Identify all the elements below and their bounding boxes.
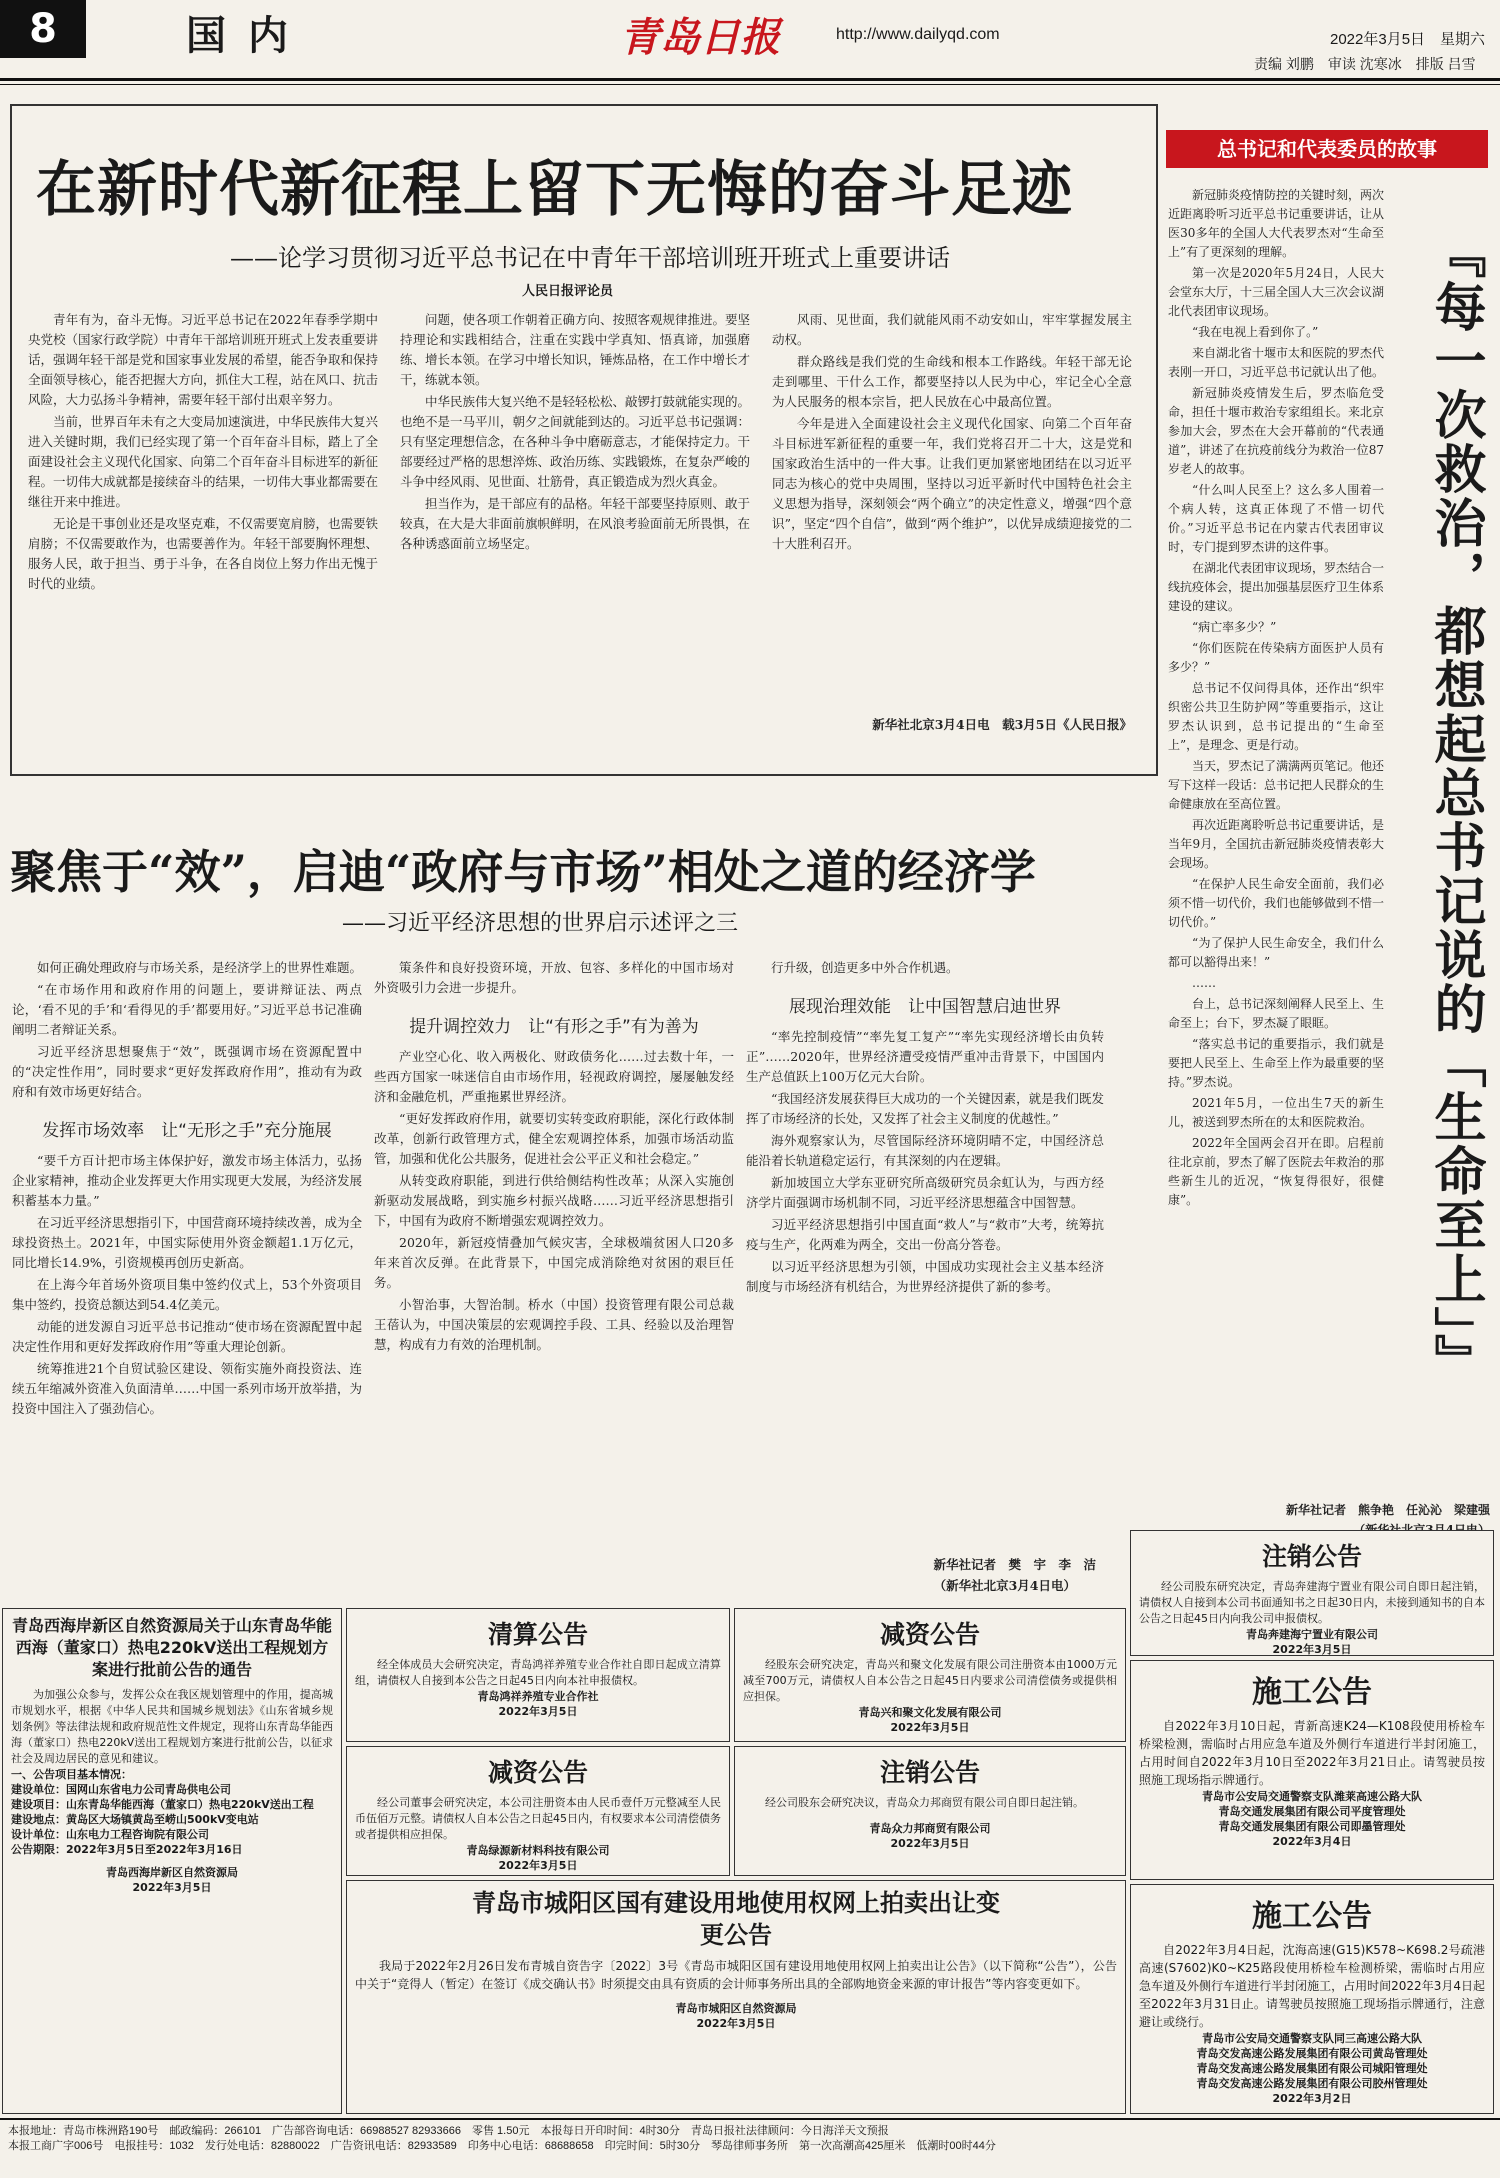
article2-headline: 聚焦于“效”，启迪“政府与市场”相处之道的经济学 bbox=[10, 845, 1036, 899]
article2-subhead-1: 发挥市场效率 让“无形之手”充分施展 bbox=[42, 1121, 332, 1141]
header-rule bbox=[0, 78, 1500, 81]
notice-deregistration-right: 注销公告 经公司股东研究决定，青岛奔建海宁置业有限公司自即日起注销，请债权人自接到本公司书面通知书之日起30日内，未接到通知书的自本公告之日起45日内向我公司申报债权。 青岛奔建海宁置业有限公司 2022年3月5日 bbox=[1130, 1530, 1494, 1656]
article1-headline: 在新时代新征程上留下无悔的奋斗足迹 bbox=[36, 155, 1073, 225]
article2-column-2: 策条件和良好投资环境，开放、包容、多样化的中国市场对外资吸引力会进一步提升。 提升调控效力 让“有形之手”有为善为 产业空心化、收入两极化、财政债务化……过去数十年，一些西方国家一味迷信自由市场作用，轻视政府调控，屡屡触发经济和金融危机，严重拖累世界经济。 “更好发挥政府作用，就要切实转变政府职能，深化行政体制改革，创新行政管理方式，健全宏观调控体系，加强市场活动监管，加强和优化公共服务，促进社会公平正义和社会稳定。” 从转变政府职能，到进行供给侧结构性改革；从深入实施创新驱动发展战略，到实施乡村振兴战略……习近平经济思想指引下，中国有为政府不断增强宏观调控效力。 2020年，新冠疫情叠加气候灾害，全球极端贫困人口20多年来首次反弹。在此背景下，中国完成消除绝对贫困的艰巨任务。 小智治事，大智治制。桥水（中国）投资管理有限公司总裁王蓓认为，中国决策层的宏观调控手段、工具、经验以及治理智慧，构成有力有效的治理机制。 bbox=[374, 960, 734, 1352]
newspaper-logo: 青岛日报 bbox=[620, 14, 780, 61]
article2-source: （新华社北京3月4日电） bbox=[933, 1578, 1076, 1593]
article2-column-1: 如何正确处理政府与市场关系，是经济学上的世界性难题。 “在市场作用和政府作用的问题上，要讲辩证法、两点论，‘看不见的手’和‘看得见的手’都要用好。”习近平总书记准确阐明二者辩证关系。 习近平经济思想聚焦于“效”，既强调市场在资源配置中的“决定性作用”，同时要求“更好发挥政府作用”，推动有为政府和有效市场更好结合。 发挥市场效率 让“无形之手”充分施展 “要千方百计把市场主体保护好，激发市场主体活力，弘扬企业家精神，推动企业发挥更大作用实现更大发展，为经济发展积蓄基本力量。” 在习近平经济思想指引下，中国营商环境持续改善，成为全球投资热土。2021年，中国实际使用外资金额超1.1万亿元，同比增长14.9%，引资规模再创历史新高。 在上海今年首场外资项目集中签约仪式上，53个外资项目集中签约，投资总额达到54.4亿美元。 动能的迸发源自习近平总书记推动“使市场在资源配置中起决定性作用和更好发挥政府作用”等重大理论创新。 统筹推进21个自贸试验区建设、领衔实施外商投资法、连续五年缩减外资准入负面清单……中国一系列市场开放举措，为投资中国注入了强劲信心。 bbox=[12, 960, 362, 1416]
sidebar-reporters: 新华社记者 熊争艳 任沁沁 梁建强 bbox=[1285, 1503, 1490, 1517]
editor-staff: 责编 刘鹏 审读 沈寒冰 排版 吕雪 bbox=[1254, 56, 1476, 72]
notice-planning-approval: 青岛西海岸新区自然资源局关于山东青岛华能西海（董家口）热电220kV送出工程规划方案进行批前公告的通告 为加强公众参与，发挥公众在我区规划管理中的作用，提高城市规划水平，根据《中华人民共和国城乡规划法》《山东省城乡规划条例》等法律法规和政府规范性文件规定，现将山东青岛华能西海（董家口）热电220kV送出工程规划方案进行批前公告，以征求社会及周边居民的意见和建议。 一、公告项目基本情况： 建设单位：国网山东省电力公司青岛供电公司 建设项目：山东青岛华能西海（董家口）热电220kV送出工程 建设地点：黄岛区大场镇黄岛至崂山500kV变电站 设计单位：山东电力工程咨询院有限公司 公告期限：2022年3月5日至2022年3月16日 青岛西海岸新区自然资源局 2022年3月5日 bbox=[2, 1608, 342, 2114]
header-rule-thin bbox=[0, 84, 1500, 85]
article2-subhead-2: 提升调控效力 让“有形之手”有为善为 bbox=[409, 1017, 699, 1037]
article2-subhead-3: 展现治理效能 让中国智慧启迪世界 bbox=[789, 997, 1061, 1017]
sidebar-story-body: 新冠肺炎疫情防控的关键时刻，两次近距离聆听习近平总书记重要讲话，让从医30多年的全国人大代表罗杰对“生命至上”有了更深刻的理解。 第一次是2020年5月24日，人民大会堂东大厅，十三届全国人大三次会议湖北代表团审议现场。 “我在电视上看到你了。” 来自湖北省十堰市太和医院的罗杰代表刚一开口，习近平总书记就认出了他。 新冠肺炎疫情发生后，罗杰临危受命，担任十堰市救治专家组组长。来北京参加大会，罗杰在大会开幕前的“代表通道”，讲述了在抗疫前线分为救治一位87岁老人的故事。 “什么叫人民至上？这么多人围着一个病人转，这真正体现了不惜一切代价。”习近平总书记在内蒙古代表团审议时，专门提到罗杰讲的这件事。 在湖北代表团审议现场，罗杰结合一线抗疫体会，提出加强基层医疗卫生体系建设的建议。 “病亡率多少？” “你们医院在传染病方面医护人员有多少？” 总书记不仅问得具体，还作出“织牢织密公共卫生防护网”等重要指示，这让罗杰认识到，总书记提出的“生命至上”，是理念、更是行动。 当天，罗杰记了满满两页笔记。他还写下这样一段话：总书记把人民群众的生命健康放在至高位置。 再次近距离聆听总书记重要讲话，是当年9月，全国抗击新冠肺炎疫情表彰大会现场。 “在保护人民生命安全面前，我们必须不惜一切代价，我们也能够做到不惜一切代价。” “为了保护人民生命安全，我们什么都可以豁得出来！” …… 台上，总书记深刻阐释人民至上、生命至上；台下，罗杰凝了眼眶。 “落实总书记的重要指示，我们就是要把人民至上、生命至上作为最重要的坚持。”罗杰说。 2021年5月，一位出生7天的新生儿，被送到罗杰所在的太和医院救治。 2022年全国两会召开在即。启程前往北京前，罗杰了解了医院去年救治的那些新生儿的近况，“恢复得很好，很健康”。 bbox=[1168, 188, 1384, 1207]
footer-line-2: 本报工商广字006号 电报挂号：1032 发行处电话：82880022 广告资讯电话：82933589 印务中心电话：68688658 印完时间：5时30分 琴岛律师事务所 第一次高潮高425厘米 低潮时00时44分 bbox=[8, 2140, 996, 2152]
article1-byline: 人民日报评论员 bbox=[522, 284, 614, 299]
article2-subtitle: ——习近平经济思想的世界启示述评之三 bbox=[342, 911, 739, 936]
page-footer bbox=[0, 2118, 1500, 2178]
article1-source: 新华社北京3月4日电 载3月5日《人民日报》 bbox=[872, 717, 1132, 732]
article2-column-3: 行升级，创造更多中外合作机遇。 展现治理效能 让中国智慧启迪世界 “率先控制疫情”“率先复工复产”“率先实现经济增长由负转正”……2020年，世界经济遭受疫情严重冲击背景下，中国国内生产总值跃上100万亿元大台阶。 “我国经济发展获得巨大成功的一个关键因素，就是我们既发挥了市场经济的长处，又发挥了社会主义制度的优越性。” 海外观察家认为，尽管国际经济环境阴晴不定，中国经济总能沿着长轨道稳定运行，有其深刻的内在逻辑。 新加坡国立大学东亚研究所高级研究员余虹认为，与西方经济学片面强调市场机制不同，习近平经济思想蕴含中国智慧。 习近平经济思想指引中国直面“救人”与“救市”大考，统筹抗疫与生产，化两难为两全，交出一份高分答卷。 以习近平经济思想为引领，中国成功实现社会主义基本经济制度与市场经济有机结合，为世界经济提供了新的参考。 bbox=[746, 960, 1104, 1294]
article1-column-2: 问题，使各项工作朝着正确方向、按照客观规律推进。要坚持理论和实践相结合，注重在实践中学真知、悟真谛，加强磨练、增长本领。在学习中增长知识，锤炼品格，在工作中增长才干，练就本领。 中华民族伟大复兴绝不是轻轻松松、敲锣打鼓就能实现的。也绝不是一马平川，朝夕之间就能到达的。习近平总书记强调：只有坚定理想信念，在各种斗争中磨砺意志，才能保持定力。干部要经过严格的思想淬炼、政治历练、实践锻炼，在复杂严峻的斗争中经风雨、见世面、壮筋骨，真正锻造成为烈火真金。 担当作为，是干部应有的品格。年轻干部要坚持原则、敢于较真，在大是大非面前旗帜鲜明，在风浪考验面前无所畏惧，在各种诱惑面前立场坚定。 bbox=[400, 312, 750, 551]
website-url[interactable]: http://www.dailyqd.com bbox=[836, 26, 1000, 43]
article1-subtitle: ——论学习贯彻习近平总书记在中青年干部培训班开班式上重要讲话 bbox=[230, 244, 950, 272]
article1-column-1: 青年有为，奋斗无悔。习近平总书记在2022年春季学期中央党校（国家行政学院）中青年干部培训班开班式上发表重要讲话，强调年轻干部是党和国家事业发展的希望，能否争取和保持全面领导核心，能否把握大方向，抓住大工程，站在风口、抗击风险，大力弘扬斗争精神，需要年轻干部付出艰辛努力。 当前，世界百年未有之大变局加速演进，中华民族伟大复兴进入关键时期，我们已经实现了第一个百年奋斗目标，踏上了全面建设社会主义现代化国家、向第二个百年奋斗目标进军的新征程。一切伟大成就都是接续奋斗的结果，一切伟大事业都需要在继往开来中推进。 无论是干事创业还是攻坚克难，不仅需要宽肩膀，也需要铁肩膀；不仅需要敢作为，也需要善作为。年轻干部要胸怀理想、服务人民，敢于担当、勇于斗争，在各自岗位上努力作出无愧于时代的业绩。 bbox=[28, 312, 378, 591]
article1-column-3: 风雨、见世面，我们就能风雨不动安如山，牢牢掌握发展主动权。 群众路线是我们党的生命线和根本工作路线。年轻干部无论走到哪里、干什么工作，都要坚持以人民为中心，牢记全心全意为人民服务的根本宗旨，把人民放在心中最高位置。 今年是进入全面建设社会主义现代化国家、向第二个百年奋斗目标进军新征程的重要一年，我们党将召开二十大，这是党和国家政治生活中的一件大事。让我们更加紧密地团结在以习近平同志为核心的党中央周围，坚持以习近平新时代中国特色社会主义思想为指导，深刻领会“两个确立”的决定性意义，增强“四个意识”，坚定“四个自信”，做到“两个维护”，以优异成绩迎接党的二十大胜利召开。 bbox=[772, 312, 1132, 551]
notice-capital-reduction-2: 减资公告 经公司董事会研究决定，本公司注册资本由人民币壹仟万元整减至人民币伍佰万元整。请债权人自本公告之日起45日内，有权要求本公司清偿债务或者提供相应担保。 青岛绿源新材料科技有限公司 2022年3月5日 bbox=[346, 1746, 730, 1876]
section-title: 国内 bbox=[186, 12, 310, 59]
footer-line-1: 本报地址：青岛市株洲路190号 邮政编码：266101 广告部咨询电话：66988527 82933666 零售 1.50元 本报每日开印时间：4时30分 青岛日报社法律顾问：今日海洋天文预报 bbox=[8, 2125, 889, 2137]
notice-land-auction-change: 青岛市城阳区国有建设用地使用权网上拍卖出让变更公告 我局于2022年2月26日发布青城自资告字〔2022〕3号《青岛市城阳区国有建设用地使用权网上拍卖出让公告》（以下简称“公告”），公告中关于“竞得人（暂定）在签订《成交确认书》时须提交由具有资质的会计师事务所出具的全部购地资金来源的审计报告”等内容变更如下。 青岛市城阳区自然资源局 2022年3月5日 bbox=[346, 1880, 1126, 2114]
notice-construction-2: 施工公告 自2022年3月4日起，沈海高速(G15)K578~K698.2号疏港高速(S7602)K0~K25路段使用桥检车检测桥梁，需临时占用应急车道及外侧行车道进行半封闭施工，占用时间2022年3月4日起至2022年3月31日止。请驾驶员按照施工现场指示牌通行，注意避让或绕行。 青岛市公安局交通警察支队同三高速公路大队 青岛交发高速公路发展集团有限公司黄岛管理处 青岛交发高速公路发展集团有限公司城阳管理处 青岛交发高速公路发展集团有限公司胶州管理处 2022年3月2日 bbox=[1130, 1884, 1494, 2114]
notice-deregistration-mid: 注销公告 经公司股东会研究决议，青岛众力邦商贸有限公司自即日起注销。 青岛众力邦商贸有限公司 2022年3月5日 bbox=[734, 1746, 1126, 1876]
notice-capital-reduction-1: 减资公告 经股东会研究决定，青岛兴和聚文化发展有限公司注册资本由1000万元减至700万元，请债权人自本公告之日起45日内要求公司清偿债务或提供相应担保。 青岛兴和聚文化发展有限公司 2022年3月5日 bbox=[734, 1608, 1126, 1742]
page-number: 8 bbox=[0, 0, 86, 58]
issue-date: 2022年3月5日 星期六 bbox=[1330, 31, 1486, 48]
story-ribbon: 总书记和代表委员的故事 bbox=[1166, 130, 1488, 168]
notice-liquidation: 清算公告 经全体成员大会研究决定，青岛鸿祥养殖专业合作社自即日起成立清算组，请债权人自接到本公告之日起45日内向本社申报债权。 青岛鸿祥养殖专业合作社 2022年3月5日 bbox=[346, 1608, 730, 1742]
notice-construction-1: 施工公告 自2022年3月10日起，青新高速K24—K108段使用桥检车桥梁检测，需临时占用应急车道及外侧行车道进行半封闭施工，占用时间自2022年3月10日至2022年3月21日止。请驾驶员按照施工现场指示牌通行。 青岛市公安局交通警察支队潍莱高速公路大队 青岛交通发展集团有限公司平度管理处 青岛交通发展集团有限公司即墨管理处 2022年3月4日 bbox=[1130, 1660, 1494, 1880]
sidebar-vertical-title: 『每一次救治，都想起总书记说的「生命至上」』 bbox=[1425, 226, 1486, 1388]
article2-reporters: 新华社记者 樊 宇 李 洁 bbox=[933, 1557, 1096, 1572]
